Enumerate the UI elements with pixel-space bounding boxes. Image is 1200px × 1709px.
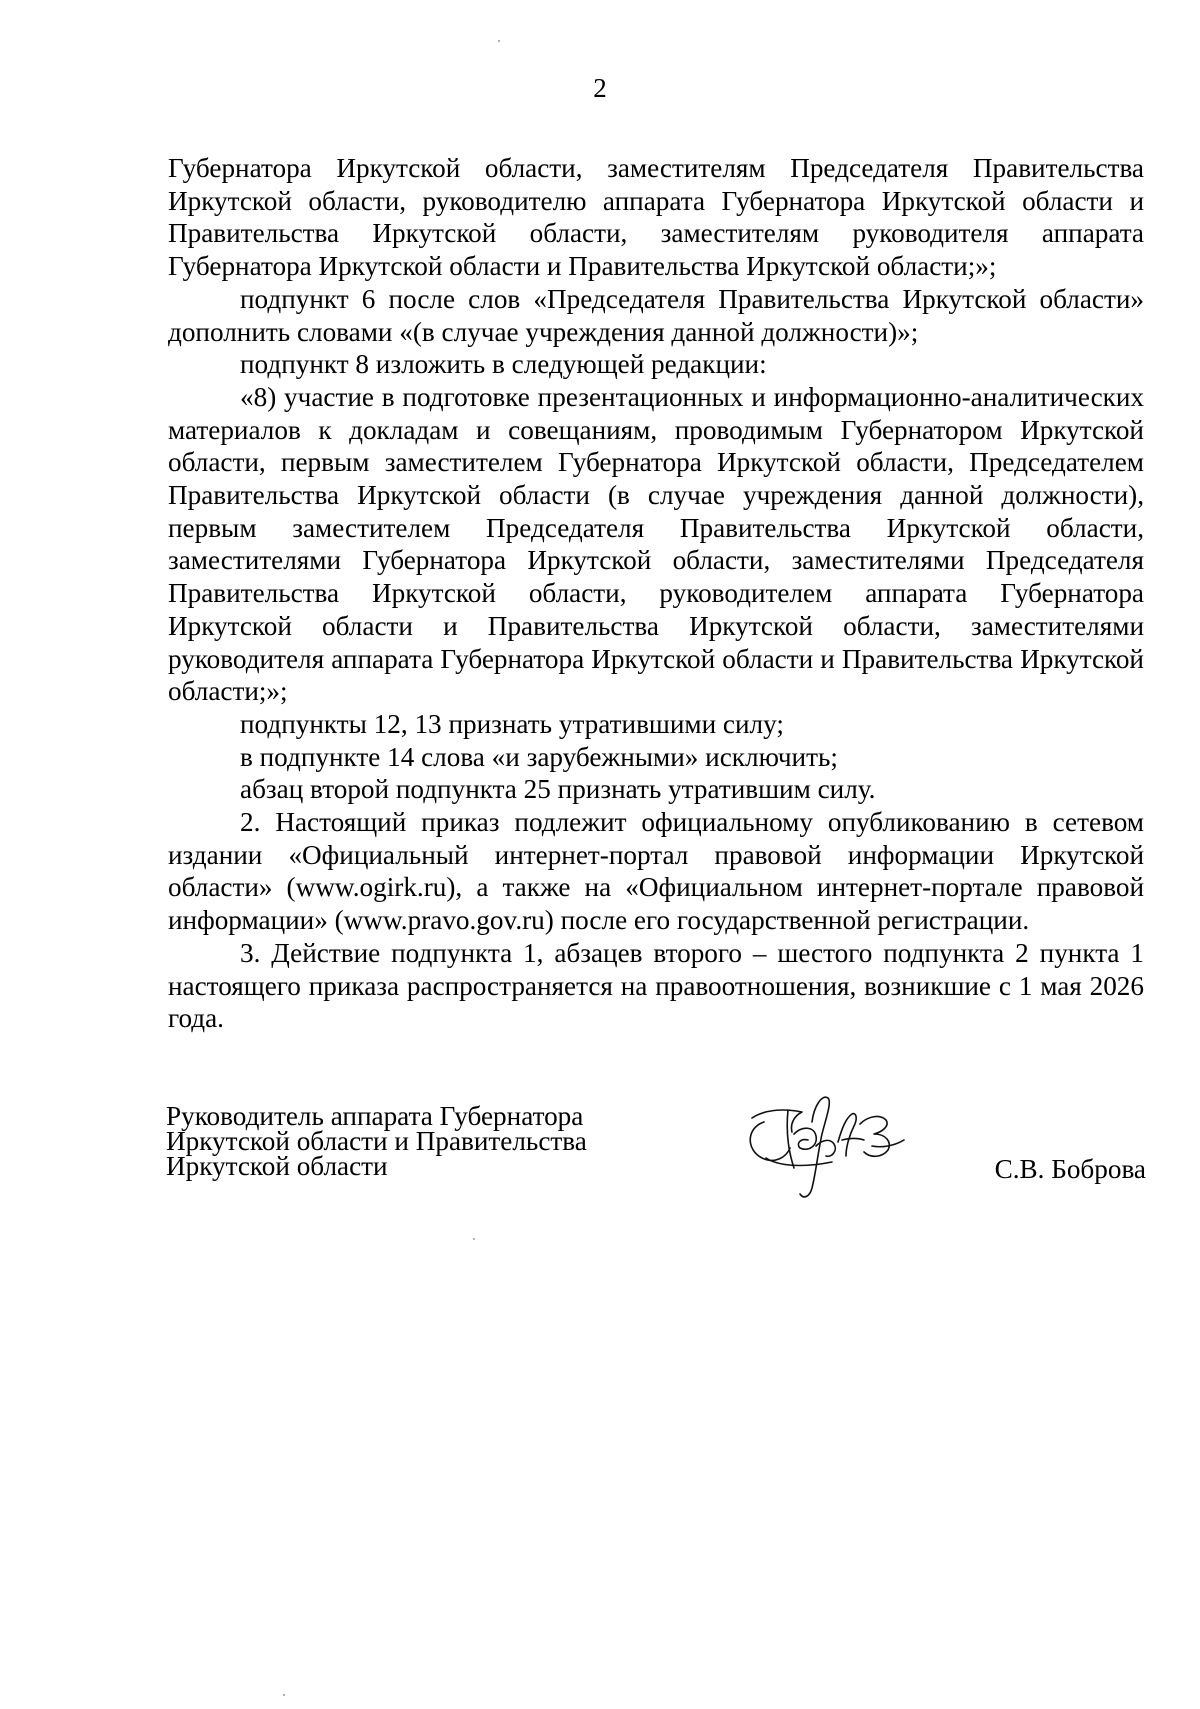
paragraph: 2. Настоящий приказ подлежит официальному опубликованию в сетевом издании «Официальный интернет-портал правовой информации Иркутской области» (www.ogirk.ru), а также на «Официальном интернет-портале правовой информации» (www.pravo.gov.ru) после его государственной регистрации.: [168, 807, 1144, 936]
paragraph: в подпункте 14 слова «и зарубежными» исключить;: [240, 741, 838, 772]
paragraph: «8) участие в подготовке презентационных и информационно-аналитических материалов к докладам и совещаниям, проводимым Губернатором Иркутской области, первым заместителем Губернатора Иркутской области, Председателем Правительства Иркутской области (в случае учреждения данной должности), первым заместителем Председателя Правительства Иркутской области, заместителями Губернатора Иркутской области, заместителями Председателя Правительства Иркутской области, руководителем аппарата Губернатора Иркутской области и Правительства Иркутской области, заместителями руководителя аппарата Губернатора Иркутской области и Правительства Иркутской области;»;: [168, 381, 1144, 707]
paragraph: подпункт 6 после слов «Председателя Правительства Иркутской области» дополнить словами «(в случае учреждения данной должности)»;: [168, 283, 1144, 347]
signature-block: [0, 1101, 1200, 1224]
paragraph: абзац второй подпункта 25 признать утратившим силу.: [240, 774, 876, 805]
paragraph: подпункт 8 изложить в следующей редакции:: [240, 349, 767, 380]
scan-speck: [283, 1694, 285, 1696]
signer-position: [166, 1101, 587, 1181]
handwritten-signature: [742, 1088, 920, 1208]
signer-position-line: Иркутской области и Правительства: [166, 1126, 587, 1156]
signer-position-line: Руководитель аппарата Губернатора: [166, 1101, 584, 1131]
paragraph: Губернатора Иркутской области, заместителям Председателя Правительства Иркутской области, руководителю аппарата Губернатора Иркутской области и Правительства Иркутской области, заместителям руководителя аппарата Губернатора Иркутской области и Правительства Иркутской области;»;: [168, 153, 1144, 282]
page-number: 2: [593, 73, 607, 103]
signer-name: С.В. Боброва: [994, 1154, 1146, 1184]
signer-position-line: Иркутской области: [166, 1151, 388, 1181]
document-body: [168, 152, 1144, 1035]
paragraph: 3. Действие подпункта 1, абзацев второго – шестого подпункта 2 пункта 1 настоящего приказа распространяется на правоотношения, возникшие с 1 мая 2026 года.: [168, 937, 1144, 1034]
paragraph: подпункты 12, 13 признать утратившими силу;: [240, 708, 784, 739]
scan-speck: [498, 40, 500, 42]
scan-speck: [473, 1238, 475, 1240]
